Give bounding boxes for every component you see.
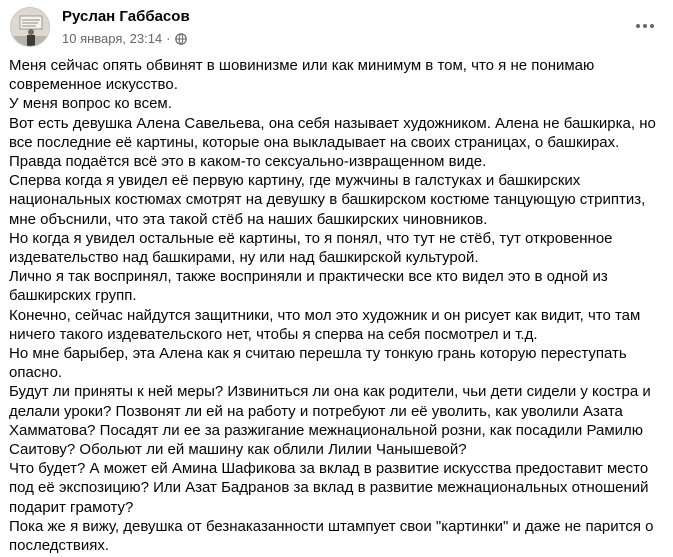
- post-date[interactable]: 10 января, 23:14: [62, 31, 163, 46]
- post-meta: [62, 31, 187, 46]
- post-paragraph: Что будет? А может ей Амина Шафикова за вклад в развитие искусства предоставит место под её экспозицию? Или Азат Бадранов за вклад в развитие межнациональных отношений подарит грамоту?: [9, 460, 649, 516]
- avatar[interactable]: [10, 7, 50, 47]
- author-name[interactable]: Руслан Габбасов: [62, 8, 190, 25]
- post-paragraph: Будут ли приняты к ней меры? Извиниться ли она как родители, чьи дети сидели у костра и делали уроки? Позвонят ли ей на работу и потребуют ли её уволить, как уволили Азата Хамматова? Посадят ли ее за разжигание межнациональной розни, как посадили Рамилю Саитову? Обольют ли ей машину как облили Лилии Чанышевой?: [9, 383, 651, 459]
- meta-separator: ·: [166, 31, 171, 46]
- more-icon: [635, 23, 655, 29]
- avatar-image: [11, 8, 50, 47]
- more-options-button[interactable]: [631, 12, 659, 40]
- post-paragraph: У меня вопрос ко всем.: [9, 95, 172, 113]
- post-paragraph: Конечно, сейчас найдутся защитники, что мол это художник и он рисует как видит, что там ничего такого издевательского нет, чтобы я сперва на себя посмотрел и т.д.: [9, 306, 641, 343]
- post-paragraph: Но когда я увидел остальные её картины, то я понял, что тут не стёб, тут откровенное издевательство над башкирами, ну или над башкирской культурой.: [9, 229, 613, 267]
- post-paragraph: Пока же я вижу, девушка от безнаказанности штампует свои "картинки" и даже не парится о последствиях.: [9, 517, 654, 555]
- post-paragraph: Но мне барыбер, эта Алена как я считаю перешла ту тонкую грань которую переступать опасно.: [9, 345, 627, 382]
- post-paragraph: Лично я так воспринял, также восприняли и практически все кто видел это в одной из башкирских групп.: [9, 268, 608, 305]
- post-text: [9, 56, 661, 555]
- post-paragraph: Правда подаётся всё это в каком-то сексуально-извращенном виде.: [9, 153, 487, 171]
- post-paragraph: Вот есть девушка Алена Савельева, она себя называет художником. Алена не башкирка, но все последние её картины, которые она выкладывает на своих страницах, о башкирах.: [9, 114, 656, 151]
- post-paragraph: Меня сейчас опять обвинят в шовинизме или как минимум в том, что я не понимаю современное искусство.: [9, 57, 595, 94]
- post-header: [0, 0, 673, 52]
- globe-icon: [175, 33, 187, 45]
- post-paragraph: Сперва когда я увидел её первую картину, где мужчины в галстуках и башкирских национальных костюмах смотрят на девушку в башкирском костюме танцующую стриптиз, мне объснили, что эта такой стёб на наших башкирских чиновников.: [9, 172, 646, 228]
